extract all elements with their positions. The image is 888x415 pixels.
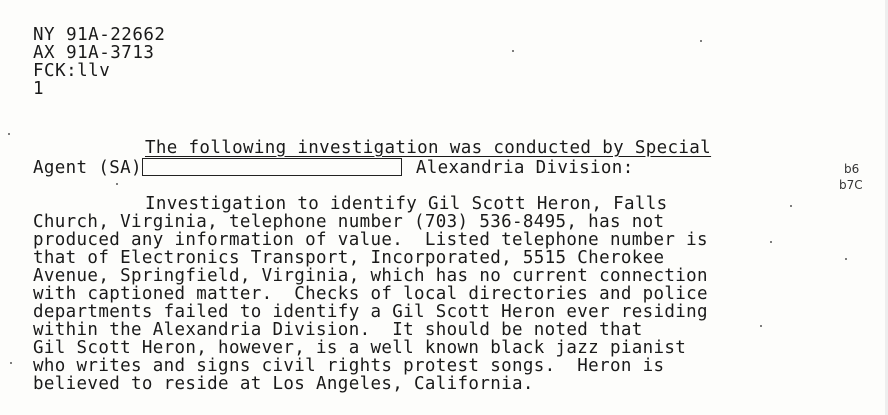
body-line-10: who writes and signs civil rights protest songs. Heron is: [33, 356, 665, 376]
body-line-2: Church, Virginia, telephone number (703) 536-8495, has not: [33, 212, 665, 232]
scan-speck: [700, 40, 702, 42]
body-line-3: produced any information of value. Listed telephone number is: [33, 230, 708, 250]
body-line-8: within the Alexandria Division. It should be noted that: [33, 320, 643, 340]
body-line-1: Investigation to identify Gil Scott Heron, Falls: [145, 194, 668, 214]
body-line-9: Gil Scott Heron, however, is a well known black jazz pianist: [33, 338, 687, 358]
scan-speck: [116, 183, 118, 185]
file-number-ny: NY 91A-22662: [33, 25, 166, 45]
scan-speck: [760, 325, 762, 327]
redaction-box: [142, 158, 402, 176]
body-line-5: Avenue, Springfield, Virginia, which has no current connection: [33, 266, 708, 286]
division-label: Alexandria Division:: [415, 158, 634, 178]
intro-line-1: The following investigation was conducted by Special: [145, 138, 712, 158]
body-line-11: believed to reside at Los Angeles, California.: [33, 374, 534, 394]
page-number: 1: [33, 79, 45, 99]
agent-label: Agent (SA): [33, 158, 142, 178]
exemption-b7c: b7C: [839, 178, 863, 192]
scan-speck: [10, 362, 12, 364]
file-number-ax: AX 91A-3713: [33, 43, 155, 63]
body-line-6: with captioned matter. Checks of local directories and police: [33, 284, 708, 304]
scan-speck: [790, 205, 792, 207]
body-line-4: that of Electronics Transport, Incorporated, 5515 Cherokee: [33, 248, 665, 268]
scan-speck: [770, 241, 772, 243]
scan-speck: [512, 50, 514, 52]
body-line-7: departments failed to identify a Gil Scott Heron ever residing: [33, 302, 708, 322]
intro-line-2: [33, 158, 634, 177]
scan-speck: [845, 258, 847, 260]
typist-initials: FCK:llv: [33, 61, 111, 81]
scan-speck: [8, 133, 10, 135]
exemption-b6: b6: [844, 162, 860, 176]
